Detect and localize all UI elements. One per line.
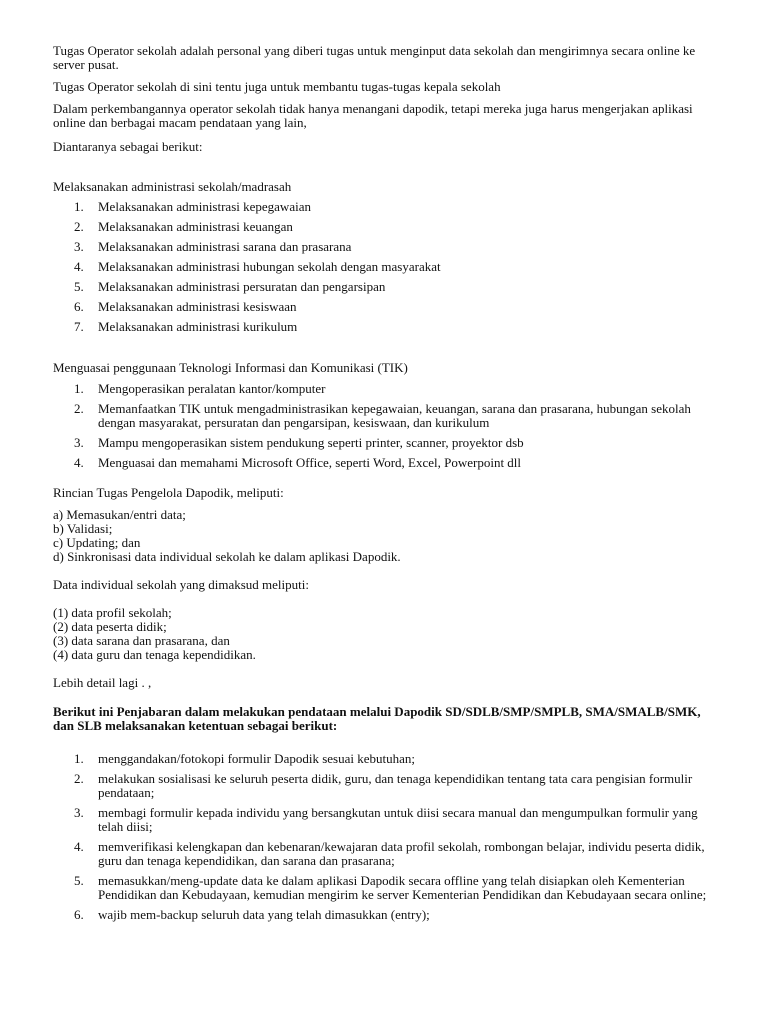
list-item	[53, 280, 718, 294]
list-line: (1) data profil sekolah;	[53, 605, 172, 620]
list-item	[53, 402, 718, 430]
list-item-text: Mampu mengoperasikan sistem pendukung seperti printer, scanner, proyektor dsb	[98, 435, 524, 450]
list-item-text: Melaksanakan administrasi kepegawaian	[98, 199, 311, 214]
list-item-number: 4.	[74, 259, 84, 274]
list-item	[53, 806, 718, 834]
list-item-number: 5.	[74, 873, 84, 888]
list-item-number: 7.	[74, 319, 84, 334]
list-item-text: melakukan sosialisasi ke seluruh peserta didik, guru, dan tenaga kependidikan tentang tata cara pengisian formulir pendataan;	[98, 771, 693, 800]
list-item	[53, 300, 718, 314]
section-heading-dapodik: Rincian Tugas Pengelola Dapodik, meliputi:	[53, 485, 284, 500]
list-item	[53, 908, 718, 922]
detail-paragraph: Lebih detail lagi . ,	[53, 675, 152, 690]
list-line: d) Sinkronisasi data individual sekolah ke dalam aplikasi Dapodik.	[53, 549, 401, 564]
list-line: c) Updating; dan	[53, 535, 141, 550]
list-item-text: membagi formulir kepada individu yang bersangkutan untuk diisi secara manual dan mengumpulkan formulir yang telah diisi;	[98, 805, 698, 834]
intro-paragraph-1: Tugas Operator sekolah adalah personal yang diberi tugas untuk menginput data sekolah dan mengirimnya secara online ke server pusat.	[53, 43, 696, 72]
list-line: (4) data guru dan tenaga kependidikan.	[53, 647, 256, 662]
section-heading-administrasi: Melaksanakan administrasi sekolah/madrasah	[53, 179, 292, 194]
list-line: a) Memasukan/entri data;	[53, 507, 186, 522]
list-item	[53, 200, 718, 214]
list-item-text: wajib mem-backup seluruh data yang telah dimasukkan (entry);	[98, 907, 430, 922]
list-dapodik-tasks	[53, 508, 718, 564]
list-item-number: 4.	[74, 455, 84, 470]
list-item	[53, 240, 718, 254]
list-line: (2) data peserta didik;	[53, 619, 167, 634]
section-heading-data-individual: Data individual sekolah yang dimaksud meliputi:	[53, 577, 309, 592]
list-item-text: Melaksanakan administrasi kesiswaan	[98, 299, 297, 314]
section-heading-tik: Menguasai penggunaan Teknologi Informasi dan Komunikasi (TIK)	[53, 360, 408, 375]
list-line: b) Validasi;	[53, 521, 113, 536]
list-item-text: Menguasai dan memahami Microsoft Office, seperti Word, Excel, Powerpoint dll	[98, 455, 522, 470]
list-item-text: Melaksanakan administrasi keuangan	[98, 219, 293, 234]
list-item	[53, 382, 718, 396]
list-item-number: 4.	[74, 839, 84, 854]
list-item-number: 2.	[74, 401, 84, 416]
list-item-text: memverifikasi kelengkapan dan kebenaran/kewajaran data profil sekolah, rombongan belajar, individu peserta didik, guru dan tenaga kependidikan, dan sarana dan prasarana;	[98, 839, 705, 868]
list-item-number: 6.	[74, 299, 84, 314]
list-administrasi	[53, 200, 718, 334]
list-item-number: 6.	[74, 907, 84, 922]
intro-paragraph-3: Dalam perkembangannya operator sekolah tidak hanya menangani dapodik, tetapi mereka juga harus mengerjakan aplikasi online dan berbagai macam pendataan yang lain,	[53, 101, 693, 130]
list-item-text: Melaksanakan administrasi sarana dan prasarana	[98, 239, 352, 254]
list-item-number: 1.	[74, 381, 84, 396]
list-item-number: 1.	[74, 751, 84, 766]
list-item-number: 2.	[74, 219, 84, 234]
list-item-text: Melaksanakan administrasi persuratan dan pengarsipan	[98, 279, 386, 294]
list-item-text: Melaksanakan administrasi hubungan sekolah dengan masyarakat	[98, 259, 441, 274]
list-data-individual	[53, 606, 718, 662]
list-item	[53, 456, 718, 470]
list-item	[53, 436, 718, 450]
list-item-number: 5.	[74, 279, 84, 294]
list-item-number: 3.	[74, 435, 84, 450]
list-item	[53, 874, 718, 902]
list-item	[53, 772, 718, 800]
list-item-number: 2.	[74, 771, 84, 786]
list-tik	[53, 382, 718, 470]
list-item-number: 1.	[74, 199, 84, 214]
list-item	[53, 840, 718, 868]
section-heading-penjabaran: Berikut ini Penjabaran dalam melakukan pendataan melalui Dapodik SD/SDLB/SMP/SMPLB, SMA/SMALB/SMK, dan SLB melaksanakan ketentuan sebagai berikut:	[53, 704, 701, 733]
list-penjabaran	[53, 752, 718, 922]
document-page	[53, 44, 718, 922]
list-item-text: Memanfaatkan TIK untuk mengadministrasikan kepegawaian, keuangan, sarana dan prasarana, hubungan sekolah dengan masyarakat, persuratan dan pengarsipan, kesiswaan, dan kurikulum	[98, 401, 691, 430]
list-item-text: Mengoperasikan peralatan kantor/komputer	[98, 381, 326, 396]
list-item-number: 3.	[74, 239, 84, 254]
list-item-text: memasukkan/meng-update data ke dalam aplikasi Dapodik secara offline yang telah disiapkan oleh Kementerian Pendidikan dan Kebudayaan, kemudian mengirim ke server Kementerian Pendidikan dan Kebudayaan secara online;	[98, 873, 707, 902]
list-item	[53, 752, 718, 766]
list-item	[53, 320, 718, 334]
list-item-text: menggandakan/fotokopi formulir Dapodik sesuai kebutuhan;	[98, 751, 415, 766]
list-item	[53, 260, 718, 274]
list-item-text: Melaksanakan administrasi kurikulum	[98, 319, 298, 334]
list-item	[53, 220, 718, 234]
intro-paragraph-4: Diantaranya sebagai berikut:	[53, 139, 203, 154]
intro-paragraph-2: Tugas Operator sekolah di sini tentu juga untuk membantu tugas-tugas kepala sekolah	[53, 79, 501, 94]
list-line: (3) data sarana dan prasarana, dan	[53, 633, 230, 648]
list-item-number: 3.	[74, 805, 84, 820]
